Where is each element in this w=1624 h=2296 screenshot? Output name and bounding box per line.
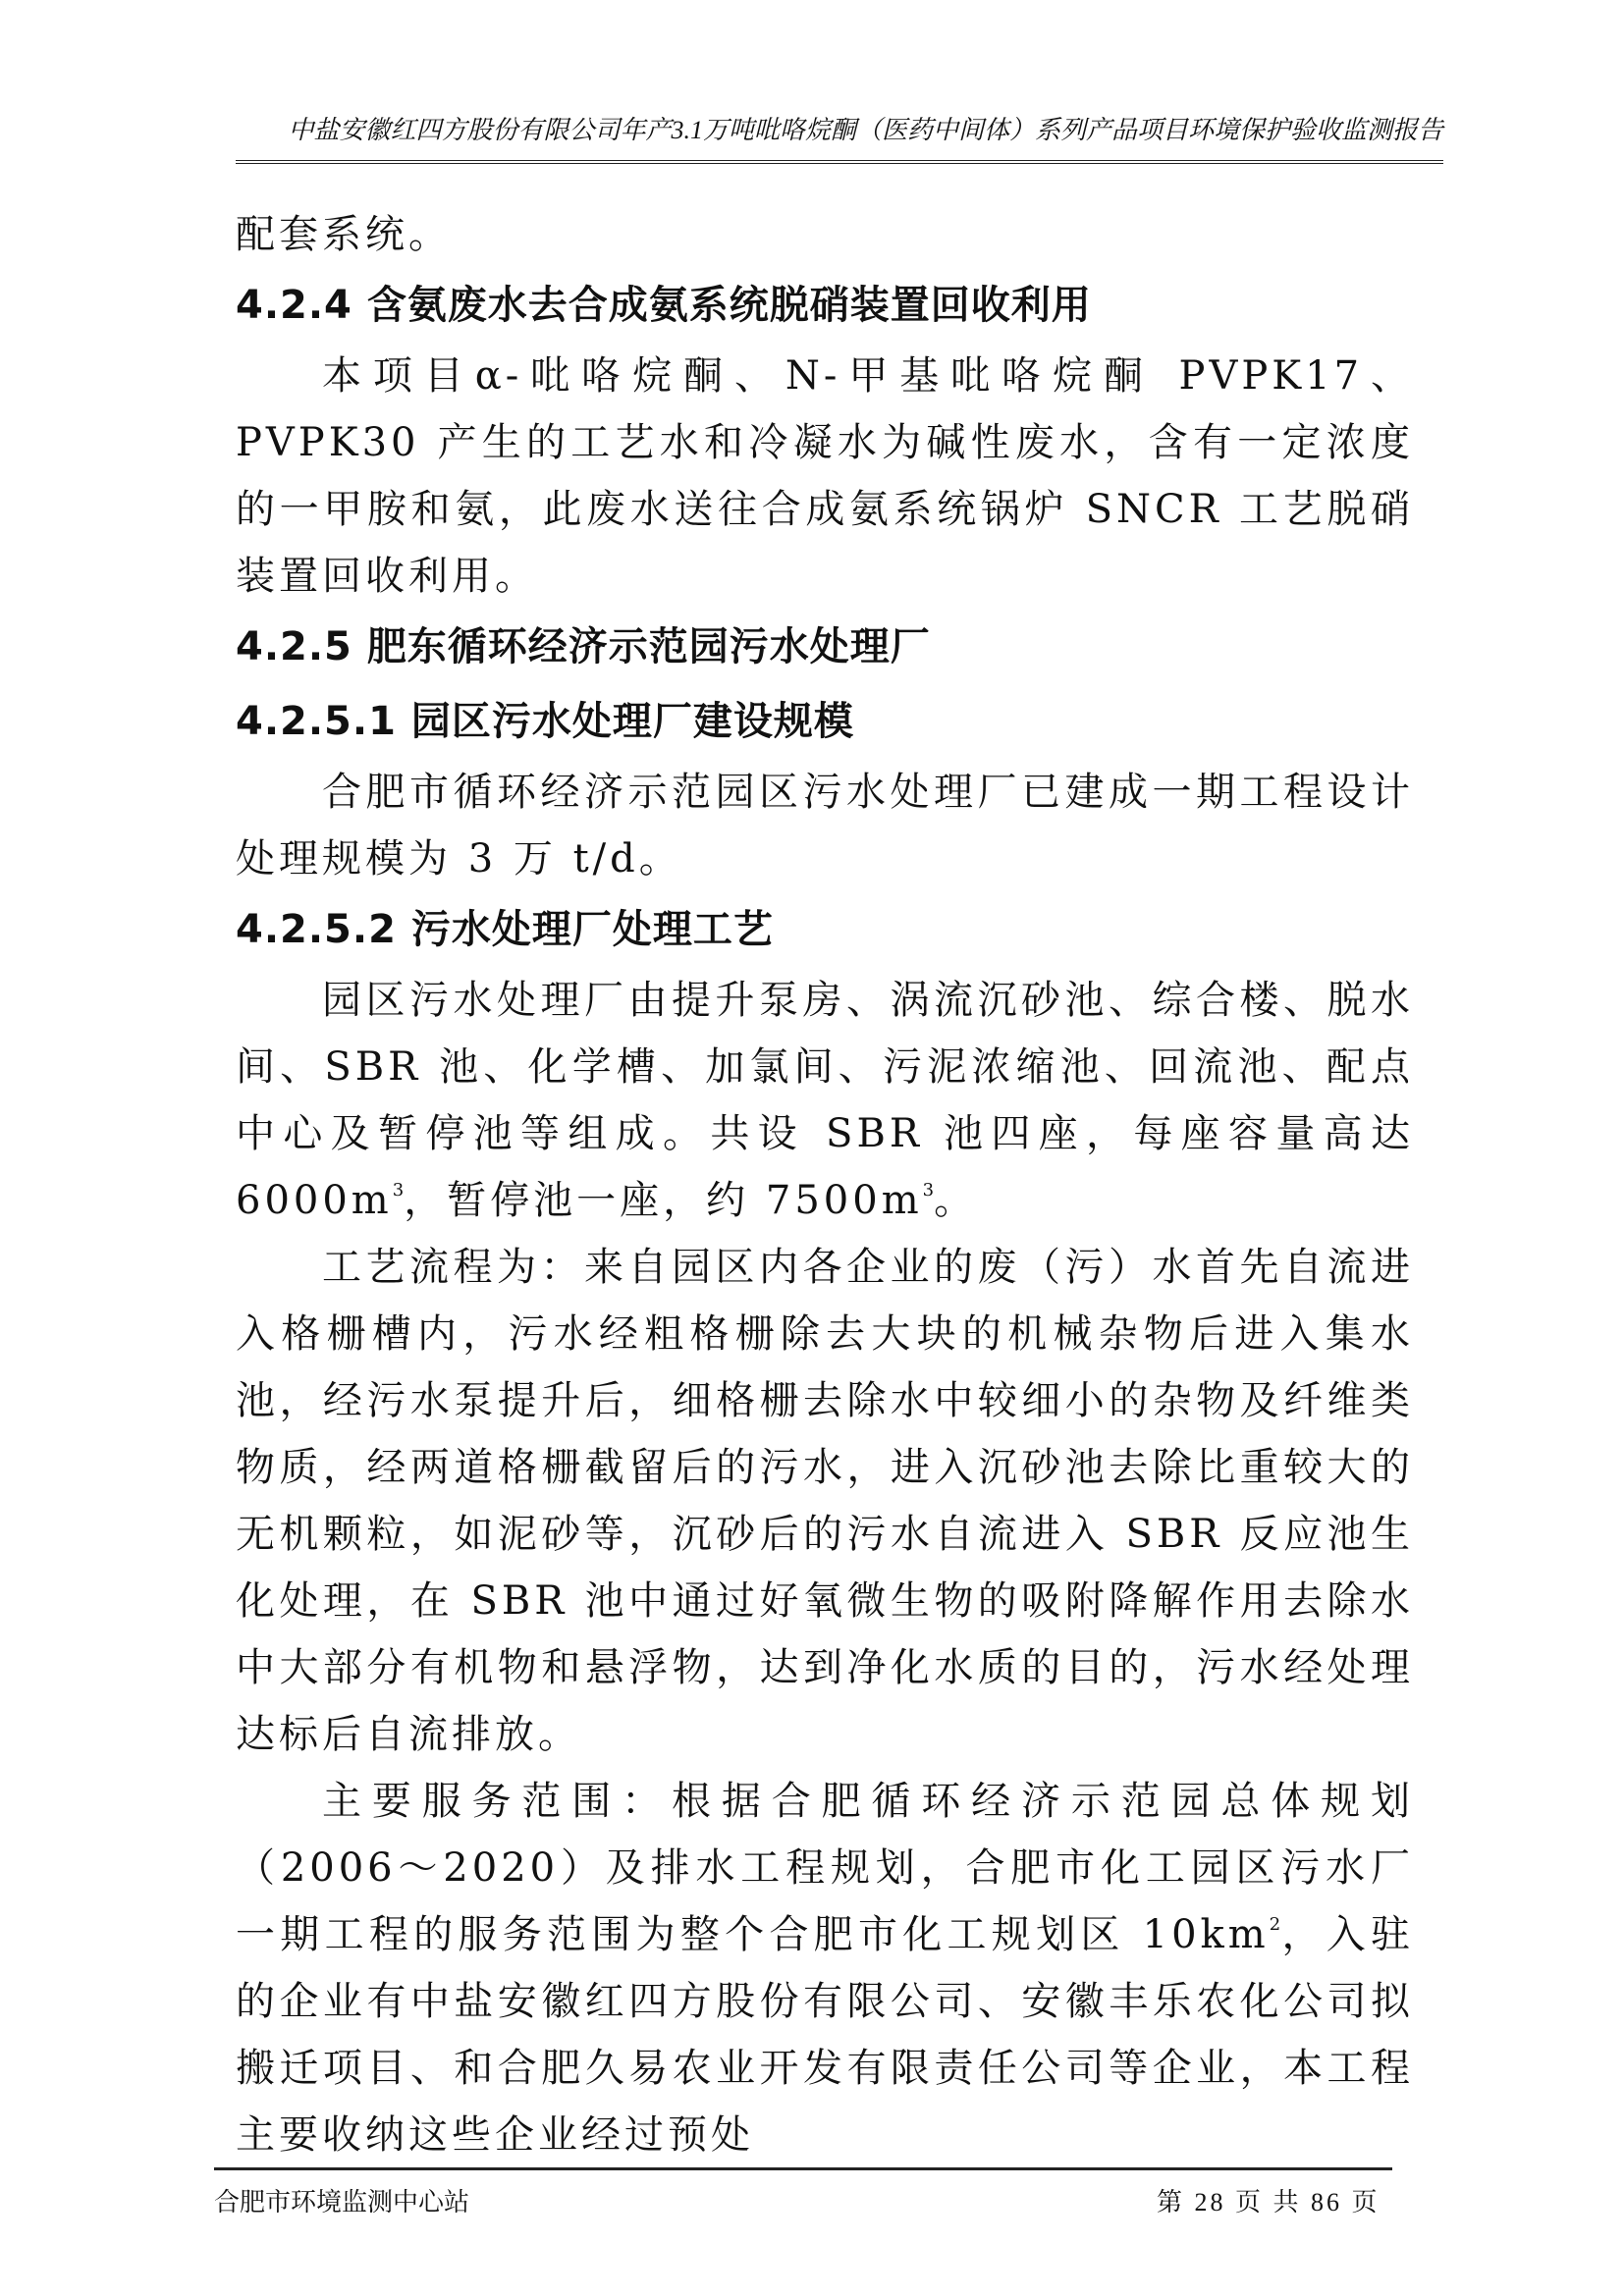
- service-text-a: 主要服务范围：根据合肥循环经济示范园总体规划（2006～2020）及排水工程规划，合肥市化工园区污水厂一期工程的服务范围为整个合肥市化工规划区 10km: [236, 1779, 1414, 1957]
- heading-4-2-5-2: 4.2.5.2 污水处理厂处理工艺: [236, 907, 774, 952]
- composition-text-c: 。: [934, 1178, 978, 1223]
- page-header: [236, 110, 1443, 164]
- paragraph-ammonia-wastewater: 本项目α-吡咯烷酮、N-甲基吡咯烷酮 PVPK17、PVPK30 产生的工艺水和冷凝水为碱性废水，含有一定浓度的一甲胺和氨，此废水送往合成氨系统锅炉 SNCR 工艺脱硝装置回收利用。: [236, 353, 1414, 599]
- report-title: 中盐安徽红四方股份有限公司年产3.1万吨吡咯烷酮（医药中间体）系列产品项目环境保护验收监测报告: [288, 116, 1443, 144]
- heading-4-2-4: 4.2.4 含氨废水去合成氨系统脱硝装置回收利用: [236, 283, 1092, 328]
- footer-page-number: 第 28 页 共 86 页: [1157, 2188, 1380, 2216]
- heading-4-2-5-1: 4.2.5.1 园区污水处理厂建设规模: [236, 699, 854, 744]
- heading-4-2-5: 4.2.5 肥东循环经济示范园污水处理厂: [236, 624, 931, 669]
- composition-text-a: 园区污水处理厂由提升泵房、涡流沉砂池、综合楼、脱水间、SBR 池、化学槽、加氯间、污泥浓缩池、回流池、配点中心及暂停池等组成。共设 SBR 池四座，每座容量高达 6000m: [236, 978, 1414, 1223]
- paragraph-service-scope: [236, 1768, 1414, 2168]
- service-text-b: ，入驻的企业有中盐安徽红四方股份有限公司、安徽丰乐农化公司拟搬迁项目、和合肥久易农业开发有限责任公司等企业，本工程主要收纳这些企业经过预处: [236, 1912, 1415, 2158]
- superscript-cubic-2: 3: [922, 1180, 935, 1201]
- paragraph-process-flow: 工艺流程为：来自园区内各企业的废（污）水首先自流进入格栅槽内，污水经粗格栅除去大块的机械杂物后进入集水池，经污水泵提升后，细格栅去除水中较细小的杂物及纤维类物质，经两道格栅截留后的污水，进入沉砂池去除比重较大的无机颗粒，如泥砂等，沉砂后的污水自流进入 SBR 反应池生化处理，在 SBR 池中通过好氧微生物的吸附降解作用去除水中大部分有机物和悬浮物，达到净化水质的目的，污水经处理达标后自流排放。: [236, 1245, 1414, 1757]
- page-body: [236, 201, 1414, 2168]
- paragraph-continuation: 配套系统。: [236, 212, 452, 257]
- composition-text-b: ，暂停池一座，约 7500m: [404, 1178, 923, 1223]
- paragraph-plant-scale: 合肥市循环经济示范园区污水处理厂已建成一期工程设计处理规模为 3 万 t/d。: [236, 770, 1414, 881]
- footer-organization: 合肥市环境监测中心站: [214, 2188, 470, 2216]
- paragraph-plant-composition: [236, 967, 1414, 1234]
- page-footer: [214, 2167, 1392, 2216]
- superscript-cubic-1: 3: [392, 1180, 405, 1201]
- superscript-square: 2: [1269, 1914, 1281, 1935]
